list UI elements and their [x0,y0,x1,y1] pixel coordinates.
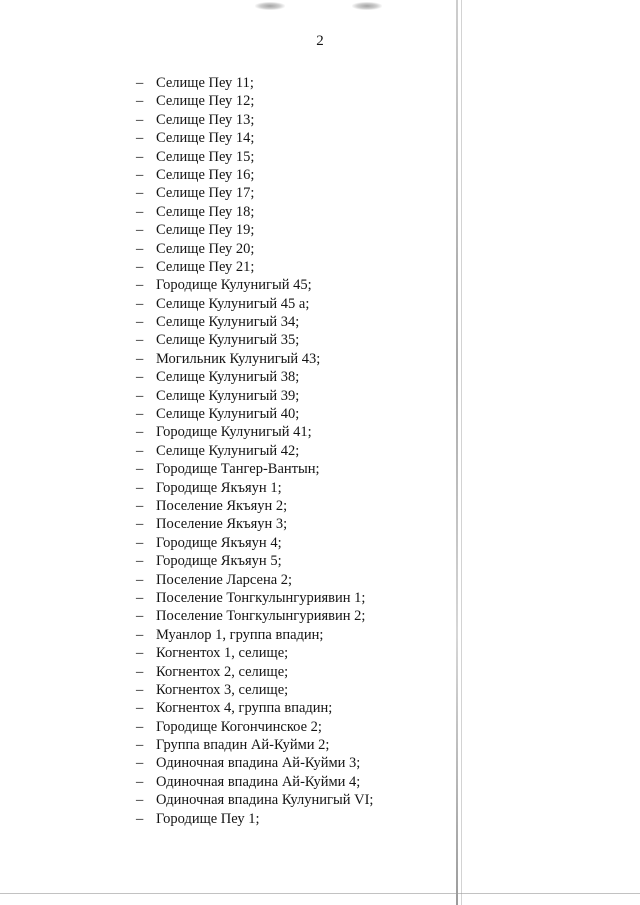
list-item-text: Городище Якъяун 4; [156,534,282,551]
list-item-text: Селище Пеу 11; [156,75,254,91]
list-item-dash: – [136,810,144,827]
list-item-dash: – [136,737,144,754]
list-item [136,736,373,754]
list-item [136,350,373,368]
list-item-text: Селище Пеу 20; [156,240,255,257]
scan-smudge-right [352,2,382,10]
list-item-text: Городище Тангер-Вантын; [156,461,320,478]
list-item [136,442,373,460]
list-item-dash: – [136,277,144,294]
list-item-text: Одиночная впадина Ай-Куйми 3; [156,755,361,772]
list-item-dash: – [136,222,144,239]
list-item-text: Городище Пеу 1; [156,810,260,827]
list-item-dash: – [136,166,144,183]
list-item [136,479,373,497]
list-item [136,405,373,423]
list-item-dash: – [136,93,144,110]
list-item-dash: – [136,792,144,809]
page-number: 2 [316,33,324,49]
scan-bottom-edge [0,893,640,894]
list-item-dash: – [136,369,144,386]
list-item-text: Одиночная впадина Ай-Куйми 4; [156,773,361,790]
site-list [136,74,373,828]
list-item-text: Одиночная впадина Кулунигый VI; [156,792,374,809]
list-item-dash: – [136,442,144,459]
list-item-dash: – [136,406,144,423]
list-item-text: Селище Пеу 12; [156,93,255,110]
list-item-text: Селище Кулунигый 42; [156,442,300,459]
list-item-text: Селище Кулунигый 39; [156,387,300,404]
list-item-dash: – [136,755,144,772]
list-item-text: Городище Кулунигый 41; [156,424,312,441]
list-item [136,276,373,294]
list-item [136,331,373,349]
list-item-dash: – [136,681,144,698]
list-item [136,148,373,166]
list-item [136,184,373,202]
list-item-dash: – [136,240,144,257]
list-item-text: Поселение Ларсена 2; [156,571,293,588]
list-item-text: Когнентох 4, группа впадин; [156,700,333,717]
list-item [136,754,373,772]
list-item-dash: – [136,424,144,441]
list-item [136,203,373,221]
list-item-dash: – [136,295,144,312]
list-item [136,718,373,736]
list-item-dash: – [136,626,144,643]
list-item [136,607,373,625]
list-item [136,589,373,607]
list-item-text: Поселение Тонгкулынгуриявин 2; [156,608,366,625]
list-item [136,699,373,717]
list-item-dash: – [136,203,144,220]
list-item-text: Группа впадин Ай-Куйми 2; [156,737,330,754]
list-item [136,552,373,570]
list-item [136,791,373,809]
list-item-text: Селище Кулунигый 34; [156,314,300,331]
list-item [136,129,373,147]
list-item-dash: – [136,185,144,202]
list-item-text: Селище Кулунигый 35; [156,332,300,349]
list-item-dash: – [136,258,144,275]
list-item-text: Когнентох 3, селище; [156,681,289,698]
list-item [136,571,373,589]
list-item [136,534,373,552]
list-item [136,166,373,184]
list-item-dash: – [136,516,144,533]
list-item-text: Селище Кулунигый 40; [156,406,300,423]
list-item-dash: – [136,350,144,367]
list-item-text: Поселение Якъяун 3; [156,516,288,533]
list-item-dash: – [136,111,144,128]
list-item-dash: – [136,589,144,606]
scan-smudge-left [255,2,285,10]
list-item-text: Селище Пеу 18; [156,203,255,220]
list-item [136,773,373,791]
list-item-text: Селище Кулунигый 38; [156,369,300,386]
list-item [136,368,373,386]
list-item-dash: – [136,130,144,147]
list-item-dash: – [136,314,144,331]
list-item-text: Селище Пеу 14; [156,130,255,147]
list-item-dash: – [136,608,144,625]
list-item [136,497,373,515]
list-item [136,221,373,239]
list-item-text: Поселение Тонгкулынгуриявин 1; [156,589,366,606]
list-item-text: Селище Пеу 16; [156,166,255,183]
list-item [136,258,373,276]
list-item [136,515,373,533]
list-item-dash: – [136,553,144,570]
list-item [136,644,373,662]
list-item [136,295,373,313]
list-item-dash: – [136,148,144,165]
list-item [136,92,373,110]
list-item-dash: – [136,75,144,91]
list-item [136,423,373,441]
list-item-dash: – [136,718,144,735]
list-item-text: Селище Пеу 19; [156,222,255,239]
list-item [136,240,373,258]
list-item-dash: – [136,497,144,514]
list-item [136,313,373,331]
list-item-text: Селище Пеу 15; [156,148,255,165]
list-item-text: Городище Якъяун 1; [156,479,282,496]
list-item-dash: – [136,332,144,349]
list-item-text: Селище Кулунигый 45 а; [156,295,310,312]
scan-binding-edge-secondary [461,0,462,905]
list-item-dash: – [136,773,144,790]
list-item-dash: – [136,700,144,717]
list-item-text: Могильник Кулунигый 43; [156,350,321,367]
list-item-dash: – [136,663,144,680]
list-item [136,810,373,828]
list-item-text: Селище Пеу 17; [156,185,255,202]
list-item-text: Поселение Якъяун 2; [156,497,288,514]
list-item-text: Городище Якъяун 5; [156,553,282,570]
list-item-text: Городище Когончинское 2; [156,718,322,735]
list-item-text: Селище Пеу 13; [156,111,255,128]
list-item-text: Муанлор 1, группа впадин; [156,626,324,643]
scan-binding-edge [456,0,458,905]
list-item-text: Городище Кулунигый 45; [156,277,312,294]
list-item-dash: – [136,461,144,478]
list-item [136,111,373,129]
list-item-text: Селище Пеу 21; [156,258,255,275]
list-item-text: Когнентох 1, селище; [156,645,289,662]
list-item-dash: – [136,479,144,496]
list-item [136,626,373,644]
list-item [136,460,373,478]
list-item-dash: – [136,645,144,662]
list-item [136,663,373,681]
list-item [136,681,373,699]
list-item-text: Когнентох 2, селище; [156,663,289,680]
list-item-dash: – [136,571,144,588]
list-item [136,387,373,405]
list-item-dash: – [136,387,144,404]
list-item-dash: – [136,534,144,551]
list-item [136,74,373,92]
